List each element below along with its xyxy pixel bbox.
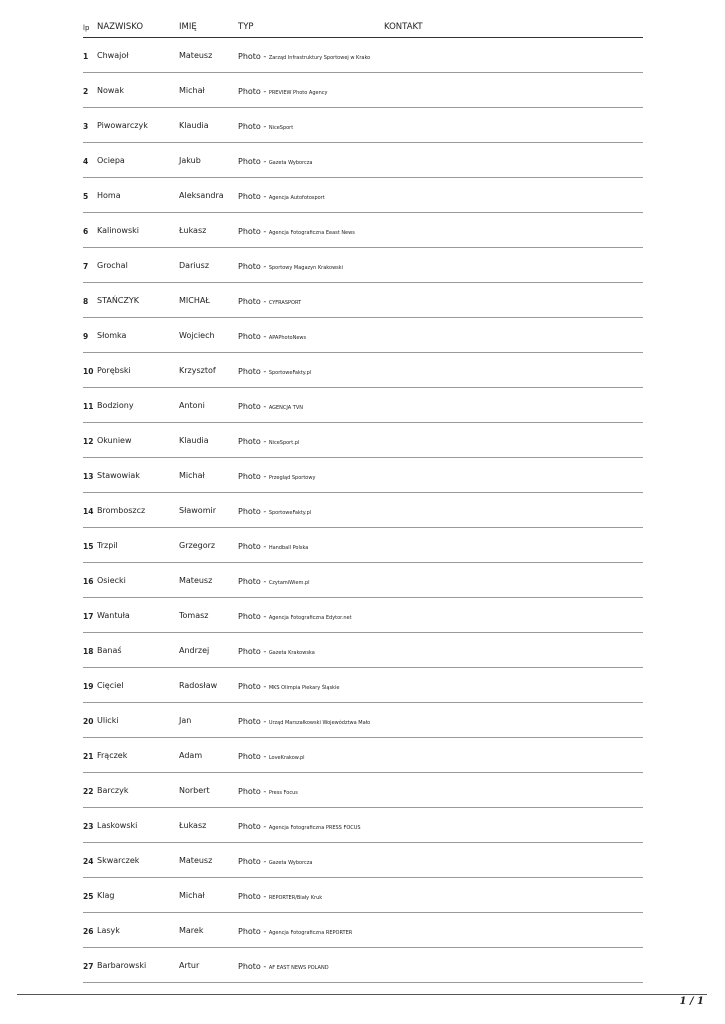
row-type-separator: - bbox=[260, 332, 269, 341]
row-organization: PREVIEW Photo Agency bbox=[268, 90, 328, 96]
table-row bbox=[83, 283, 643, 318]
row-surname: Okuniew bbox=[97, 436, 132, 445]
table-row bbox=[83, 528, 643, 563]
row-type bbox=[238, 682, 339, 691]
row-first-name: Michał bbox=[179, 471, 205, 480]
row-type bbox=[238, 227, 355, 236]
row-type-label: Photo bbox=[238, 507, 261, 516]
row-organization: Sportowy Magazyn Krakowski bbox=[268, 265, 344, 271]
row-first-name: Wojciech bbox=[179, 331, 215, 340]
row-number: 25 bbox=[83, 892, 94, 901]
row-organization: AGENCJA TVN bbox=[268, 405, 304, 411]
row-type bbox=[238, 822, 361, 831]
row-first-name: Krzysztof bbox=[179, 366, 216, 375]
row-type bbox=[238, 787, 298, 796]
header-type: TYP bbox=[238, 22, 254, 32]
row-surname: Bodziony bbox=[97, 401, 134, 410]
row-type-label: Photo bbox=[238, 157, 261, 166]
row-first-name: Mateusz bbox=[179, 856, 213, 865]
row-type-label: Photo bbox=[238, 52, 261, 61]
row-type-label: Photo bbox=[238, 87, 261, 96]
row-first-name: Jakub bbox=[179, 156, 201, 165]
row-type-label: Photo bbox=[238, 122, 261, 131]
row-surname: Ociepa bbox=[97, 156, 125, 165]
row-organization: Agencja Fotograficzna Eeast News bbox=[268, 230, 355, 236]
row-organization: SportoweFakty.pl bbox=[268, 510, 312, 516]
table-row bbox=[83, 843, 643, 878]
row-type-separator: - bbox=[260, 227, 269, 236]
row-organization: NiceSport bbox=[268, 125, 294, 131]
row-type bbox=[238, 612, 352, 621]
row-organization: Agencja Autofotosport bbox=[268, 195, 325, 201]
header-contact: KONTAKT bbox=[384, 22, 423, 32]
row-number: 16 bbox=[83, 577, 94, 586]
row-first-name: Łukasz bbox=[179, 226, 207, 235]
row-type-label: Photo bbox=[238, 227, 261, 236]
row-number: 17 bbox=[83, 612, 94, 621]
row-surname: Trzpil bbox=[97, 541, 118, 550]
row-first-name: Andrzej bbox=[179, 646, 210, 655]
row-organization: REPORTER/Biały Kruk bbox=[268, 895, 323, 901]
row-organization: Handball Polska bbox=[268, 545, 309, 551]
row-type bbox=[238, 122, 293, 131]
row-number: 24 bbox=[83, 857, 94, 866]
row-first-name: MICHAŁ bbox=[179, 296, 210, 305]
row-first-name: Michał bbox=[179, 86, 205, 95]
row-first-name: Dariusz bbox=[179, 261, 210, 270]
row-type-label: Photo bbox=[238, 787, 261, 796]
table-row bbox=[83, 388, 643, 423]
row-organization: CzytamiWiem.pl bbox=[268, 580, 310, 586]
row-first-name: Marek bbox=[179, 926, 204, 935]
row-organization: LoveKrakow.pl bbox=[268, 755, 305, 761]
row-type-label: Photo bbox=[238, 542, 261, 551]
row-number: 20 bbox=[83, 717, 94, 726]
row-surname: Homa bbox=[97, 191, 121, 200]
row-type-separator: - bbox=[260, 822, 269, 831]
row-first-name: Tomasz bbox=[179, 611, 209, 620]
row-type-separator: - bbox=[260, 857, 269, 866]
row-surname: Cięciel bbox=[97, 681, 124, 690]
row-organization: Gazeta Wyborcza bbox=[268, 860, 313, 866]
table-row bbox=[83, 913, 643, 948]
row-type-label: Photo bbox=[238, 402, 261, 411]
row-number: 26 bbox=[83, 927, 94, 936]
row-organization: CYFRASPORT bbox=[268, 300, 302, 306]
row-type-separator: - bbox=[260, 752, 269, 761]
row-number: 11 bbox=[83, 402, 94, 411]
header-lp: lp bbox=[83, 24, 90, 32]
row-surname: Banaś bbox=[97, 646, 122, 655]
row-first-name: Radosław bbox=[179, 681, 218, 690]
row-type-separator: - bbox=[260, 122, 269, 131]
row-type-separator: - bbox=[260, 682, 269, 691]
row-type-separator: - bbox=[260, 472, 269, 481]
row-organization: Zarząd Infrastruktury Sportowej w Krako bbox=[268, 55, 371, 61]
row-surname: Frączek bbox=[97, 751, 128, 760]
row-number: 15 bbox=[83, 542, 94, 551]
row-type bbox=[238, 507, 311, 516]
row-surname: Laskowski bbox=[97, 821, 138, 830]
row-type-label: Photo bbox=[238, 472, 261, 481]
row-first-name: Mateusz bbox=[179, 51, 213, 60]
row-organization: NiceSport.pl bbox=[268, 440, 300, 446]
row-number: 27 bbox=[83, 962, 94, 971]
row-type-label: Photo bbox=[238, 682, 261, 691]
row-type bbox=[238, 402, 303, 411]
page-number: 1 / 1 bbox=[679, 996, 704, 1007]
row-type-label: Photo bbox=[238, 577, 261, 586]
row-organization: APAPhotoNews bbox=[268, 335, 307, 341]
table-row bbox=[83, 423, 643, 458]
row-number: 9 bbox=[83, 332, 89, 341]
table-row bbox=[83, 878, 643, 913]
row-number: 22 bbox=[83, 787, 94, 796]
row-number: 14 bbox=[83, 507, 94, 516]
row-surname: Skwarczek bbox=[97, 856, 140, 865]
row-type-separator: - bbox=[260, 542, 269, 551]
row-type bbox=[238, 647, 315, 656]
row-number: 4 bbox=[83, 157, 89, 166]
row-surname: Kalinowski bbox=[97, 226, 139, 235]
row-type-label: Photo bbox=[238, 892, 261, 901]
row-number: 13 bbox=[83, 472, 94, 481]
row-first-name: Michał bbox=[179, 891, 205, 900]
table-row bbox=[83, 458, 643, 493]
row-organization: Press Focus bbox=[268, 790, 298, 796]
row-number: 2 bbox=[83, 87, 89, 96]
row-type-label: Photo bbox=[238, 822, 261, 831]
row-first-name: Sławomir bbox=[179, 506, 216, 515]
table-row bbox=[83, 493, 643, 528]
row-organization: Agencja Fotograficzna REPORTER bbox=[268, 930, 353, 936]
row-organization: SportoweFakty.pl bbox=[268, 370, 312, 376]
row-type-label: Photo bbox=[238, 647, 261, 656]
table-row bbox=[83, 598, 643, 633]
row-type-separator: - bbox=[260, 192, 269, 201]
row-type-separator: - bbox=[260, 647, 269, 656]
row-first-name: Adam bbox=[179, 751, 203, 760]
row-first-name: Aleksandra bbox=[179, 191, 224, 200]
row-type-separator: - bbox=[260, 402, 269, 411]
header-first-name: IMIĘ bbox=[179, 22, 197, 32]
table-row bbox=[83, 318, 643, 353]
row-type-separator: - bbox=[260, 157, 269, 166]
row-type-separator: - bbox=[260, 717, 269, 726]
table-row bbox=[83, 73, 643, 108]
row-surname: Piwowarczyk bbox=[97, 121, 148, 130]
row-type bbox=[238, 927, 352, 936]
row-type-separator: - bbox=[260, 87, 269, 96]
table-row bbox=[83, 213, 643, 248]
row-number: 3 bbox=[83, 122, 89, 131]
row-surname: STAŃCZYK bbox=[97, 296, 139, 305]
row-type bbox=[238, 297, 301, 306]
row-type-label: Photo bbox=[238, 262, 261, 271]
row-surname: Słomka bbox=[97, 331, 127, 340]
row-type-label: Photo bbox=[238, 717, 261, 726]
row-first-name: Antoni bbox=[179, 401, 205, 410]
row-surname: Osiecki bbox=[97, 576, 126, 585]
row-first-name: Łukasz bbox=[179, 821, 207, 830]
header-surname: NAZWISKO bbox=[97, 22, 144, 32]
row-number: 12 bbox=[83, 437, 94, 446]
row-type-label: Photo bbox=[238, 612, 261, 621]
row-first-name: Jan bbox=[179, 716, 192, 725]
table-row bbox=[83, 703, 643, 738]
table-row bbox=[83, 808, 643, 843]
table-row bbox=[83, 668, 643, 703]
row-surname: Barczyk bbox=[97, 786, 129, 795]
row-organization: Agencja Fotograficzna PRESS FOCUS bbox=[268, 825, 361, 831]
row-surname: Stawowiak bbox=[97, 471, 140, 480]
row-type bbox=[238, 857, 313, 866]
row-number: 6 bbox=[83, 227, 89, 236]
row-type bbox=[238, 367, 311, 376]
row-type-separator: - bbox=[260, 367, 269, 376]
row-first-name: Grzegorz bbox=[179, 541, 216, 550]
row-number: 8 bbox=[83, 297, 89, 306]
row-organization: AF EAST NEWS POLAND bbox=[268, 965, 329, 971]
row-type-separator: - bbox=[260, 577, 269, 586]
row-type-separator: - bbox=[260, 507, 269, 516]
row-type bbox=[238, 192, 325, 201]
row-number: 10 bbox=[83, 367, 94, 376]
row-type-separator: - bbox=[260, 262, 269, 271]
row-type bbox=[238, 577, 310, 586]
row-organization: Urząd Marszałkowski Województwa Mało bbox=[268, 720, 371, 726]
row-type-label: Photo bbox=[238, 857, 261, 866]
row-type-separator: - bbox=[260, 787, 269, 796]
row-organization: Gazeta Wyborcza bbox=[268, 160, 313, 166]
table-row bbox=[83, 353, 643, 388]
row-number: 19 bbox=[83, 682, 94, 691]
row-surname: Lasyk bbox=[97, 926, 120, 935]
row-surname: Nowak bbox=[97, 86, 124, 95]
row-surname: Bromboszcz bbox=[97, 506, 146, 515]
row-type-separator: - bbox=[260, 927, 269, 936]
row-first-name: Norbert bbox=[179, 786, 210, 795]
table-row bbox=[83, 633, 643, 668]
row-type-separator: - bbox=[260, 892, 269, 901]
table-row bbox=[83, 738, 643, 773]
row-type bbox=[238, 262, 343, 271]
row-type-separator: - bbox=[260, 297, 269, 306]
row-type bbox=[238, 752, 305, 761]
row-type-separator: - bbox=[260, 612, 269, 621]
table-body bbox=[83, 38, 643, 983]
row-type bbox=[238, 962, 329, 971]
table-row bbox=[83, 108, 643, 143]
row-surname: Klag bbox=[97, 891, 115, 900]
row-type-label: Photo bbox=[238, 437, 261, 446]
row-type-label: Photo bbox=[238, 297, 261, 306]
row-type-label: Photo bbox=[238, 367, 261, 376]
row-type-label: Photo bbox=[238, 192, 261, 201]
row-type bbox=[238, 52, 370, 61]
row-number: 23 bbox=[83, 822, 94, 831]
table-row bbox=[83, 563, 643, 598]
row-organization: Przegląd Sportowy bbox=[268, 475, 316, 481]
row-type bbox=[238, 542, 308, 551]
table-row bbox=[83, 248, 643, 283]
table-row bbox=[83, 178, 643, 213]
row-type bbox=[238, 87, 327, 96]
table-row bbox=[83, 38, 643, 73]
footer-divider bbox=[17, 994, 707, 995]
row-number: 21 bbox=[83, 752, 94, 761]
row-type-separator: - bbox=[260, 437, 269, 446]
row-type bbox=[238, 332, 306, 341]
row-type-label: Photo bbox=[238, 962, 261, 971]
row-surname: Chwajoł bbox=[97, 51, 129, 60]
row-type bbox=[238, 717, 370, 726]
table-row bbox=[83, 143, 643, 178]
row-type-label: Photo bbox=[238, 332, 261, 341]
row-type bbox=[238, 437, 299, 446]
row-number: 7 bbox=[83, 262, 89, 271]
row-type-label: Photo bbox=[238, 752, 261, 761]
row-first-name: Klaudia bbox=[179, 436, 209, 445]
row-type-label: Photo bbox=[238, 927, 261, 936]
row-type bbox=[238, 892, 322, 901]
row-organization: MKS Olimpia Piekary Śląskie bbox=[268, 685, 340, 691]
row-number: 1 bbox=[83, 52, 89, 61]
row-type bbox=[238, 472, 315, 481]
row-type-separator: - bbox=[260, 962, 269, 971]
row-surname: Ulicki bbox=[97, 716, 119, 725]
table-header bbox=[83, 17, 643, 38]
row-first-name: Artur bbox=[179, 961, 200, 970]
row-type bbox=[238, 157, 313, 166]
row-surname: Grochal bbox=[97, 261, 128, 270]
table-row bbox=[83, 773, 643, 808]
row-surname: Barbarowski bbox=[97, 961, 147, 970]
row-first-name: Mateusz bbox=[179, 576, 213, 585]
row-first-name: Klaudia bbox=[179, 121, 209, 130]
table-row bbox=[83, 948, 643, 983]
row-organization: Gazeta Krakowska bbox=[268, 650, 315, 656]
row-number: 5 bbox=[83, 192, 89, 201]
row-number: 18 bbox=[83, 647, 94, 656]
row-surname: Porębski bbox=[97, 366, 131, 375]
row-type-separator: - bbox=[260, 52, 269, 61]
row-organization: Agencja Fotograficzna Edytor.net bbox=[268, 615, 352, 621]
row-surname: Wantuła bbox=[97, 611, 130, 620]
